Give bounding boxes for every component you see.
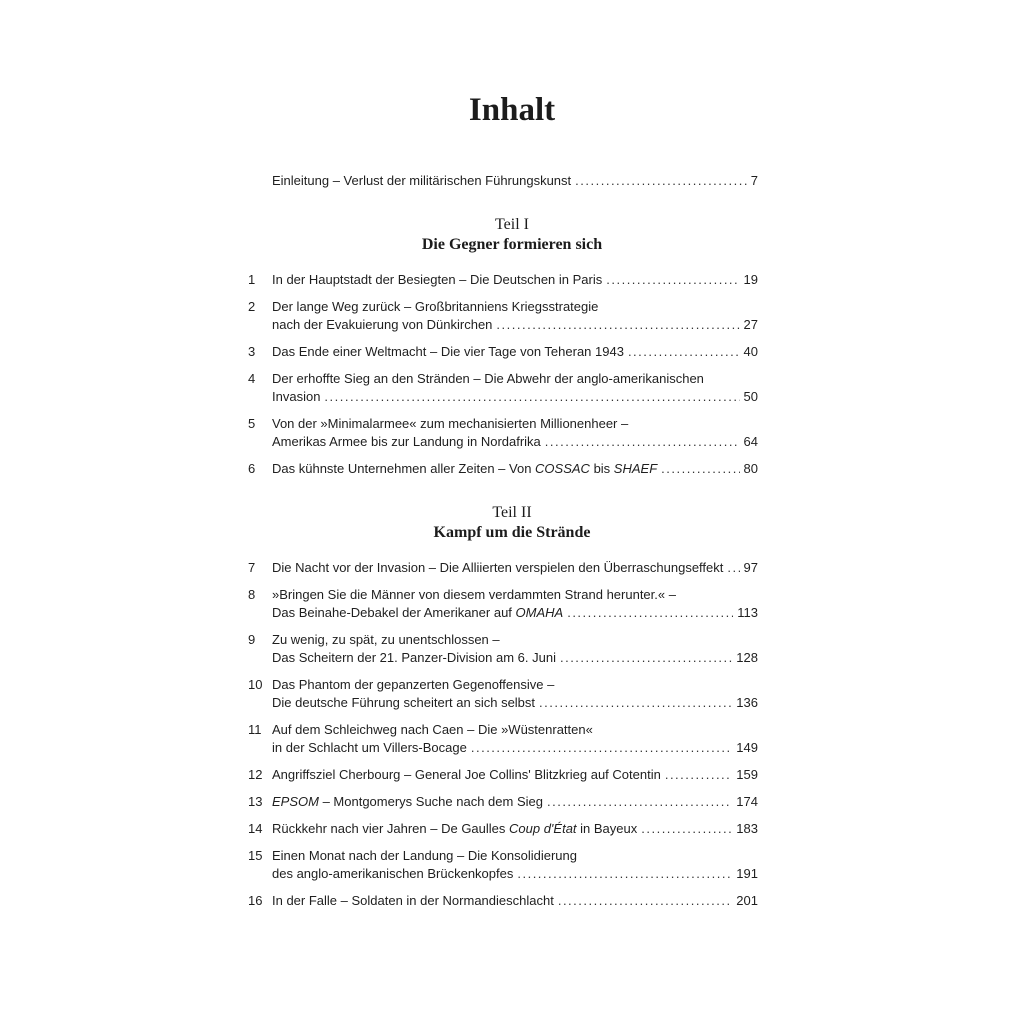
entry-title: Auf dem Schleichweg nach Caen – Die »Wüstenratten« bbox=[272, 722, 593, 737]
page-number: 159 bbox=[736, 767, 758, 782]
leader-dots bbox=[547, 793, 732, 811]
entry-title-italic: COSSAC bbox=[535, 461, 590, 476]
entry-title-italic: EPSOM bbox=[272, 794, 319, 809]
entry-title-text: Das kühnste Unternehmen aller Zeiten – Von bbox=[272, 461, 536, 476]
page-title: Inhalt bbox=[468, 92, 556, 128]
chapter-number: 14 bbox=[248, 821, 263, 836]
part-heading-2 bbox=[0, 503, 1024, 543]
chapter-number: 7 bbox=[248, 560, 256, 575]
page-number: 40 bbox=[743, 344, 758, 359]
page-number: 50 bbox=[743, 389, 758, 404]
entry-title-text: bis bbox=[589, 461, 614, 476]
leader-dots bbox=[661, 460, 739, 478]
chapter-number: 4 bbox=[248, 371, 256, 386]
part-title: Die Gegner formieren sich bbox=[421, 236, 603, 253]
leader-dots bbox=[727, 559, 739, 577]
entry-title bbox=[272, 460, 657, 478]
toc-entry[interactable] bbox=[248, 460, 758, 478]
toc-entry[interactable] bbox=[248, 766, 758, 784]
leader-dots bbox=[471, 739, 732, 757]
toc-entry[interactable] bbox=[248, 343, 758, 361]
chapter-number: 10 bbox=[248, 677, 263, 692]
page-number: 97 bbox=[743, 560, 758, 575]
entry-title: Der lange Weg zurück – Großbritanniens Kriegsstrategie bbox=[272, 299, 599, 314]
entry-title: In der Hauptstadt der Besiegten – Die Deutschen in Paris bbox=[272, 272, 603, 287]
chapter-number: 8 bbox=[248, 587, 256, 602]
leader-dots bbox=[641, 820, 732, 838]
part-heading-1 bbox=[0, 215, 1024, 255]
page-number: 201 bbox=[736, 893, 758, 908]
entry-title-text: – Montgomerys Suche nach dem Sieg bbox=[318, 794, 543, 809]
entry-subtitle-text: Das Beinahe-Debakel der Amerikaner auf bbox=[272, 605, 516, 620]
chapter-number: 1 bbox=[248, 272, 256, 287]
page-number: 136 bbox=[736, 695, 758, 710]
entry-subtitle: Amerikas Armee bis zur Landung in Nordafrika bbox=[272, 434, 541, 449]
leader-dots bbox=[628, 343, 740, 361]
page-number: 113 bbox=[737, 605, 758, 620]
toc-entry[interactable] bbox=[248, 298, 758, 334]
part-label: Teil II bbox=[492, 504, 532, 521]
chapter-number: 2 bbox=[248, 299, 256, 314]
entry-subtitle-italic: OMAHA bbox=[515, 605, 564, 620]
toc-entry[interactable] bbox=[248, 892, 758, 910]
toc-entry[interactable] bbox=[248, 586, 758, 622]
leader-dots bbox=[567, 604, 733, 622]
leader-dots bbox=[575, 172, 747, 190]
page-number: 191 bbox=[736, 866, 758, 881]
page-number: 183 bbox=[736, 821, 758, 836]
chapter-number: 12 bbox=[248, 767, 263, 782]
chapter-number: 5 bbox=[248, 416, 256, 431]
toc-entry[interactable] bbox=[248, 415, 758, 451]
toc-entry[interactable] bbox=[248, 676, 758, 712]
leader-dots bbox=[517, 865, 732, 883]
entry-subtitle: Invasion bbox=[272, 389, 321, 404]
entry-title: Die Nacht vor der Invasion – Die Alliierten verspielen den Überraschungseffekt bbox=[272, 560, 724, 575]
leader-dots bbox=[539, 694, 732, 712]
entry-subtitle: des anglo-amerikanischen Brückenkopfes bbox=[272, 866, 514, 881]
toc-entry[interactable] bbox=[248, 793, 758, 811]
entry-subtitle: nach der Evakuierung von Dünkirchen bbox=[272, 317, 493, 332]
entry-title: Von der »Minimalarmee« zum mechanisierten Millionenheer – bbox=[272, 416, 629, 431]
entry-title-text: Rückkehr nach vier Jahren – De Gaulles bbox=[272, 821, 510, 836]
entry-subtitle: Das Scheitern der 21. Panzer-Division am 6. Juni bbox=[272, 650, 556, 665]
leader-dots bbox=[324, 388, 739, 406]
entry-title: Das Ende einer Weltmacht – Die vier Tage von Teheran 1943 bbox=[272, 344, 624, 359]
leader-dots bbox=[606, 271, 739, 289]
chapter-number: 3 bbox=[248, 344, 256, 359]
toc-entry[interactable] bbox=[248, 721, 758, 757]
toc-entry[interactable] bbox=[248, 559, 758, 577]
page-number: 64 bbox=[743, 434, 758, 449]
leader-dots bbox=[545, 433, 740, 451]
chapter-number: 16 bbox=[248, 893, 263, 908]
toc-entry[interactable] bbox=[248, 370, 758, 406]
entry-subtitle: Die deutsche Führung scheitert an sich selbst bbox=[272, 695, 536, 710]
chapter-number: 13 bbox=[248, 794, 263, 809]
entry-title: Das Phantom der gepanzerten Gegenoffensive – bbox=[272, 677, 555, 692]
entry-title: Angriffsziel Cherbourg – General Joe Collins' Blitzkrieg auf Cotentin bbox=[272, 767, 661, 782]
leader-dots bbox=[665, 766, 732, 784]
entry-title-text: in Bayeux bbox=[576, 821, 638, 836]
entry-title-italic: Coup d'État bbox=[509, 821, 577, 836]
toc-entry[interactable] bbox=[248, 820, 758, 838]
toc-entry[interactable] bbox=[248, 631, 758, 667]
entry-title-italic: SHAEF bbox=[613, 461, 658, 476]
toc-entry-intro[interactable] bbox=[248, 172, 758, 190]
leader-dots bbox=[558, 892, 732, 910]
entry-title bbox=[272, 820, 637, 838]
chapter-number: 9 bbox=[248, 632, 256, 647]
page-number: 128 bbox=[736, 650, 758, 665]
entry-subtitle: in der Schlacht um Villers-Bocage bbox=[272, 740, 467, 755]
entry-subtitle bbox=[272, 604, 563, 622]
leader-dots bbox=[496, 316, 739, 334]
part-label: Teil I bbox=[495, 216, 529, 233]
chapter-number: 15 bbox=[248, 848, 263, 863]
entry-title: »Bringen Sie die Männer von diesem verdammten Strand herunter.« – bbox=[272, 587, 676, 602]
page-number: 149 bbox=[736, 740, 758, 755]
chapter-number: 6 bbox=[248, 461, 256, 476]
leader-dots bbox=[560, 649, 732, 667]
toc-entry[interactable] bbox=[248, 847, 758, 883]
entry-title: In der Falle – Soldaten in der Normandieschlacht bbox=[272, 893, 554, 908]
page-number: 174 bbox=[736, 794, 758, 809]
page-number: 7 bbox=[750, 173, 758, 188]
entry-title: Einen Monat nach der Landung – Die Konsolidierung bbox=[272, 848, 577, 863]
entry-title bbox=[272, 793, 543, 811]
toc-entry[interactable] bbox=[248, 271, 758, 289]
entry-title: Einleitung – Verlust der militärischen Führungskunst bbox=[272, 173, 572, 188]
page-number: 80 bbox=[743, 461, 758, 476]
page-number: 19 bbox=[743, 272, 758, 287]
part-title: Kampf um die Strände bbox=[433, 524, 591, 541]
page-number: 27 bbox=[743, 317, 758, 332]
chapter-number: 11 bbox=[248, 722, 262, 737]
entry-title: Der erhoffte Sieg an den Stränden – Die Abwehr der anglo-amerikanischen bbox=[272, 371, 704, 386]
entry-title: Zu wenig, zu spät, zu unentschlossen – bbox=[272, 632, 500, 647]
